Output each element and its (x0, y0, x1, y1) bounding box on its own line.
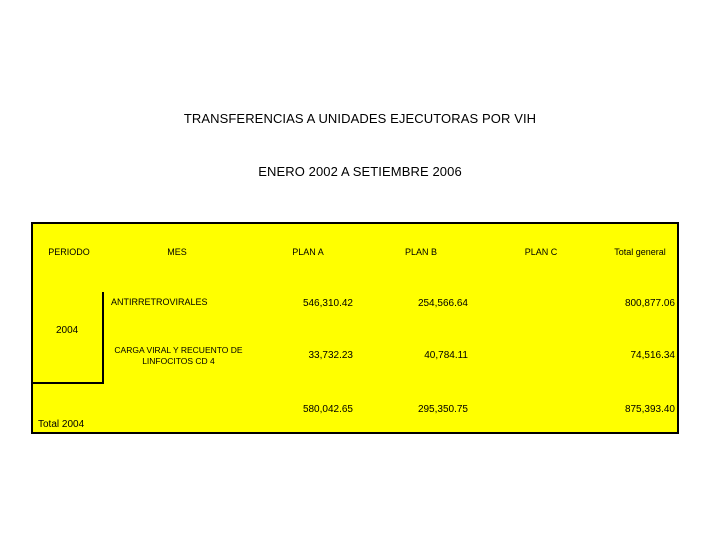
mes-column-divider (102, 292, 104, 384)
table-row-plan-b: 40,784.11 (424, 350, 468, 361)
header-mes: MES (167, 247, 187, 257)
table-row-total: 800,877.06 (624, 298, 675, 309)
date-range-subtitle: ENERO 2002 A SETIEMBRE 2006 (258, 164, 462, 179)
header-plan-c: PLAN C (524, 247, 558, 257)
period-value: 2004 (56, 325, 79, 336)
header-plan-a: PLAN A (292, 247, 324, 257)
table-row-plan-b: 254,566.64 (417, 298, 468, 309)
table-row-mes: ANTIRRETROVIRALES (111, 297, 208, 307)
page-title: TRANSFERENCIAS A UNIDADES EJECUTORAS POR VIH (183, 111, 537, 126)
table-row-mes-line2: LINFOCITOS CD 4 (142, 356, 215, 366)
header-periodo: PERIODO (48, 247, 90, 257)
total-general: 875,393.40 (624, 404, 675, 415)
table-row-total: 74,516.34 (630, 350, 675, 361)
table-row-plan-a: 33,732.23 (308, 350, 353, 361)
total-row-label: Total 2004 (38, 419, 85, 430)
total-row-divider (33, 382, 104, 384)
table-row-plan-a: 546,310.42 (302, 298, 353, 309)
table-row-mes-line1: CARGA VIRAL Y RECUENTO DE (114, 345, 243, 355)
transfers-table (31, 222, 679, 434)
header-plan-b: PLAN B (404, 247, 437, 257)
header-total-general: Total general (614, 247, 666, 257)
total-plan-b: 295,350.75 (417, 404, 468, 415)
total-plan-a: 580,042.65 (302, 404, 353, 415)
